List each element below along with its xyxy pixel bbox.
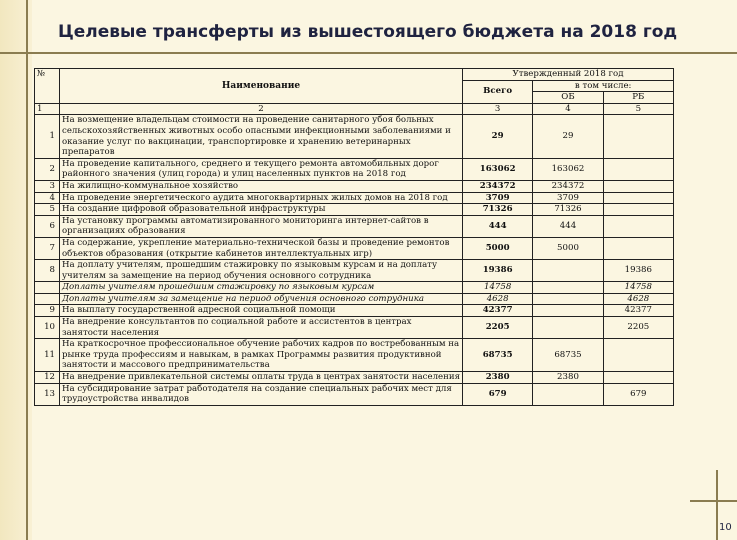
row-rb <box>603 215 673 237</box>
table-row <box>35 282 674 294</box>
row-name: На внедрение консультантов по социальной работе и ассистентов в центрах занятости населения <box>60 317 463 339</box>
decorative-corner-horizontal <box>690 500 737 502</box>
row-num: 12 <box>35 372 60 384</box>
row-name: На создание цифровой образовательной инфраструктуры <box>60 204 463 216</box>
row-num <box>35 293 60 305</box>
header-index-ob: 4 <box>533 103 603 115</box>
table-row <box>35 339 674 372</box>
row-rb <box>603 158 673 180</box>
row-ob: 444 <box>533 215 603 237</box>
transfers-table-container <box>34 68 674 540</box>
decorative-horizontal-line <box>0 52 737 54</box>
row-num: 4 <box>35 192 60 204</box>
row-rb: 14758 <box>603 282 673 294</box>
row-total: 19386 <box>463 260 533 282</box>
row-ob: 29 <box>533 115 603 158</box>
header-index-total: 3 <box>463 103 533 115</box>
row-rb: 2205 <box>603 317 673 339</box>
row-name: На проведение капитального, среднего и текущего ремонта автомобильных дорог районного значения (улиц города) и улиц населенных пунктов на 2018 год <box>60 158 463 180</box>
table-row <box>35 237 674 259</box>
table-row <box>35 115 674 158</box>
header-total: Всего <box>463 80 533 103</box>
row-name: На возмещение владельцам стоимости на проведение санитарного убоя больных сельскохозяйственных животных особо опасными инфекционными заболеваниями и оказание услуг по вакцинации, транспортировке и хранению ветеринарных препаратов <box>60 115 463 158</box>
header-name: Наименование <box>60 69 463 104</box>
table-row <box>35 317 674 339</box>
row-num: 6 <box>35 215 60 237</box>
table-body <box>35 115 674 405</box>
page-number: 10 <box>719 522 732 533</box>
table-row <box>35 180 674 192</box>
header-rb: РБ <box>603 92 673 104</box>
table-row <box>35 372 674 384</box>
header-index-name: 2 <box>60 103 463 115</box>
row-ob <box>533 260 603 282</box>
row-rb <box>603 339 673 372</box>
row-rb: 19386 <box>603 260 673 282</box>
row-rb <box>603 237 673 259</box>
row-num: 10 <box>35 317 60 339</box>
row-total: 4628 <box>463 293 533 305</box>
row-num: 2 <box>35 158 60 180</box>
row-name: На выплату государственной адресной социальной помощи <box>60 305 463 317</box>
row-total: 2380 <box>463 372 533 384</box>
row-rb <box>603 372 673 384</box>
row-rb <box>603 180 673 192</box>
row-total: 163062 <box>463 158 533 180</box>
row-total: 2205 <box>463 317 533 339</box>
row-total: 71326 <box>463 204 533 216</box>
row-total: 444 <box>463 215 533 237</box>
row-total: 5000 <box>463 237 533 259</box>
row-ob: 234372 <box>533 180 603 192</box>
row-total: 3709 <box>463 192 533 204</box>
header-ob: ОБ <box>533 92 603 104</box>
row-name: На содержание, укрепление материально-технической базы и проведение ремонтов объектов образования (открытие кабинетов интеллектуальных игр) <box>60 237 463 259</box>
table-row <box>35 192 674 204</box>
row-name: На субсидирование затрат работодателя на создание специальных рабочих мест для трудоустройства инвалидов <box>60 383 463 405</box>
table-row <box>35 215 674 237</box>
row-total: 68735 <box>463 339 533 372</box>
row-name: На доплату учителям, прошедшим стажировку по языковым курсам и на доплату учителям за замещение на период обучения основного сотрудника <box>60 260 463 282</box>
transfers-table <box>34 68 674 406</box>
row-num: 8 <box>35 260 60 282</box>
row-total: 42377 <box>463 305 533 317</box>
table-row <box>35 204 674 216</box>
header-index-rb: 5 <box>603 103 673 115</box>
row-ob: 3709 <box>533 192 603 204</box>
row-ob: 5000 <box>533 237 603 259</box>
header-num: № <box>35 69 60 104</box>
row-name: На жилищно-коммунальное хозяйство <box>60 180 463 192</box>
row-ob <box>533 317 603 339</box>
row-ob: 68735 <box>533 339 603 372</box>
table-row <box>35 383 674 405</box>
row-num: 5 <box>35 204 60 216</box>
row-num: 7 <box>35 237 60 259</box>
table-row <box>35 260 674 282</box>
row-rb: 679 <box>603 383 673 405</box>
row-ob <box>533 383 603 405</box>
row-name: На внедрение привлекательной системы оплаты труда в центрах занятости населения <box>60 372 463 384</box>
header-approved: Утвержденный 2018 год <box>463 69 674 81</box>
row-ob <box>533 293 603 305</box>
row-total: 679 <box>463 383 533 405</box>
row-rb: 42377 <box>603 305 673 317</box>
table-row <box>35 293 674 305</box>
row-total: 234372 <box>463 180 533 192</box>
row-name: На проведение энергетического аудита многоквартирных жилых домов на 2018 год <box>60 192 463 204</box>
row-total: 29 <box>463 115 533 158</box>
row-ob: 2380 <box>533 372 603 384</box>
row-name: Доплаты учителям прошедшим стажировку по языковым курсам <box>60 282 463 294</box>
row-num <box>35 282 60 294</box>
header-index-num: 1 <box>35 103 60 115</box>
row-ob <box>533 305 603 317</box>
row-rb: 4628 <box>603 293 673 305</box>
row-ob: 163062 <box>533 158 603 180</box>
row-ob: 71326 <box>533 204 603 216</box>
page-title: Целевые трансферты из вышестоящего бюджета на 2018 год <box>58 22 678 42</box>
row-name: Доплаты учителям за замещение на период обучения основного сотрудника <box>60 293 463 305</box>
row-num: 3 <box>35 180 60 192</box>
decorative-vertical-line <box>26 0 28 540</box>
row-rb <box>603 204 673 216</box>
row-rb <box>603 115 673 158</box>
row-num: 13 <box>35 383 60 405</box>
row-ob <box>533 282 603 294</box>
row-rb <box>603 192 673 204</box>
table-row <box>35 305 674 317</box>
row-total: 14758 <box>463 282 533 294</box>
decorative-corner-vertical <box>716 470 718 540</box>
row-num: 9 <box>35 305 60 317</box>
row-name: На установку программы автоматизированного мониторинга интернет-сайтов в организациях образования <box>60 215 463 237</box>
row-num: 1 <box>35 115 60 158</box>
table-row <box>35 158 674 180</box>
row-num: 11 <box>35 339 60 372</box>
row-name: На краткосрочное профессиональное обучение рабочих кадров по востребованным на рынке труда профессиям и навыкам, в рамках Программы развития продуктивной занятости и массового предпринимательства <box>60 339 463 372</box>
header-incl: в том числе: <box>533 80 674 92</box>
